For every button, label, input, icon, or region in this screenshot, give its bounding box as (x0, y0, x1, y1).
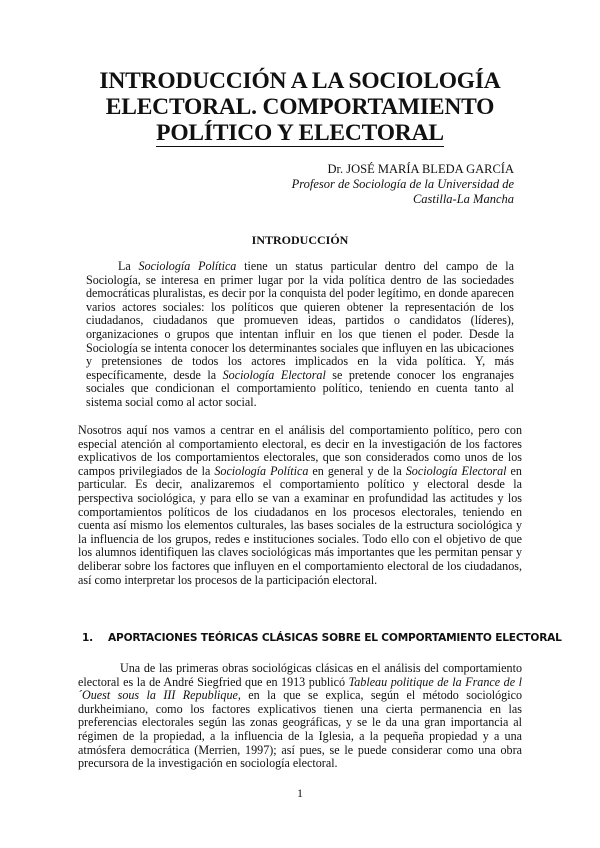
p3-text-c: , en la que se explica, según el método sociológico durkheimiano, como los factores explicativos tienen una cierta permanencia en las preferencias electorales según las zonas geográficas, y se le da una gran importancia al régimen de la propiedad, a la influencia de la Iglesia, a la pequeña propiedad y a una atmósfera democrática (Merrien, 1997); así pues, se le puede considerar como una obra precursora de la investigación en sociología electoral. (78, 688, 522, 771)
document-title (60, 68, 540, 147)
section-1-heading (82, 632, 562, 644)
p2-text-c: en general y de la (308, 463, 406, 478)
p1-emphasis-d: Sociología Electoral (222, 367, 326, 382)
p3-emphasis-b: Tableau politique de la France de l´Ouest sous la III Republique (78, 674, 522, 703)
p2-text-a: Nosotros aquí nos vamos a centrar en el análisis del comportamiento político, pero con especial atención al comportamiento electoral, es decir en la investigación de los factores explicativos de los comportamientos electorales, que son considerados como unos de los campos privilegiados de la (78, 423, 522, 478)
title-line-1: INTRODUCCIÓN A LA SOCIOLOGÍA (99, 68, 501, 94)
p1-text-c: tiene un status particular dentro del campo de la Sociología, se interesa en primer lugar por la vida política dentro de las sociedades democráticas pluralistas, es decir por la conquista del poder legítimo, en donde aparecen varios actores sociales: los políticos que quieren obtener la representación de los ciudadanos, ciudadanos que promueven ideas, partidos o candidatos (líderes), organizaciones o grupos que intentan influir en los que tienen el poder. Desde la Sociología se intenta conocer los determinantes sociales que influyen en las ubicaciones y pretensiones de todos los actores implicados en la vida política. Y, más específicamente, desde la (86, 259, 514, 382)
intro-heading: INTRODUCCIÓN (251, 233, 349, 247)
p2-emphasis-d: Sociología Electoral (405, 463, 507, 478)
intro-paragraph-1 (86, 260, 514, 410)
title-line-3-text: POLÍTICO Y ELECTORAL (156, 120, 444, 146)
p1-text-a: La (118, 259, 139, 273)
title-line-2: ELECTORAL. COMPORTAMIENTO (105, 94, 495, 120)
author-name: Dr. JOSÉ MARÍA BLEDA GARCÍA (327, 162, 514, 176)
p2-emphasis-b: Sociología Política (214, 463, 309, 478)
author-affiliation-2: Castilla-La Mancha (412, 192, 514, 206)
p1-emphasis-b: Sociología Política (138, 259, 237, 273)
section-1-title: APORTACIONES TEÓRICAS CLÁSICAS SOBRE EL COMPORTAMIENTO ELECTORAL (108, 632, 562, 644)
section-1-number: 1. (82, 632, 93, 644)
author-block (292, 162, 514, 207)
section-1-paragraph (78, 662, 522, 771)
p1-text-e: se pretende conocer los engranajes sociales que condicionan el comportamiento político, teniendo en cuenta tanto al sistema social como al actor social. (86, 367, 514, 409)
p3-text-a: Una de las primeras obras sociológicas clásicas en el análisis del comportamiento electoral es la de André Siegfried que en 1913 publicó (78, 661, 522, 689)
intro-paragraph-2 (78, 424, 522, 587)
p2-text-e: en particular. Es decir, analizaremos el comportamiento político y electoral desde la perspectiva sociológica, y para ello se van a examinar en profundidad las actitudes y los comportamientos políticos de los ciudadanos en los procesos electorales, teniendo en cuenta así mismo los elementos culturales, las bases sociales de la estructura sociológica y la influencia de los grupos, redes e instituciones sociales. Todo ello con el objetivo de que los alumnos identifiquen las claves sociológicas más importantes que les permitan pensar y deliberar sobre los factores que influyen en el comportamiento electoral de los ciudadanos, así como interpretar los procesos de la participación electoral. (78, 463, 522, 587)
title-line-3 (60, 120, 540, 147)
page-number: 1 (297, 786, 303, 800)
author-affiliation-1: Profesor de Sociología de la Universidad de (291, 177, 514, 191)
